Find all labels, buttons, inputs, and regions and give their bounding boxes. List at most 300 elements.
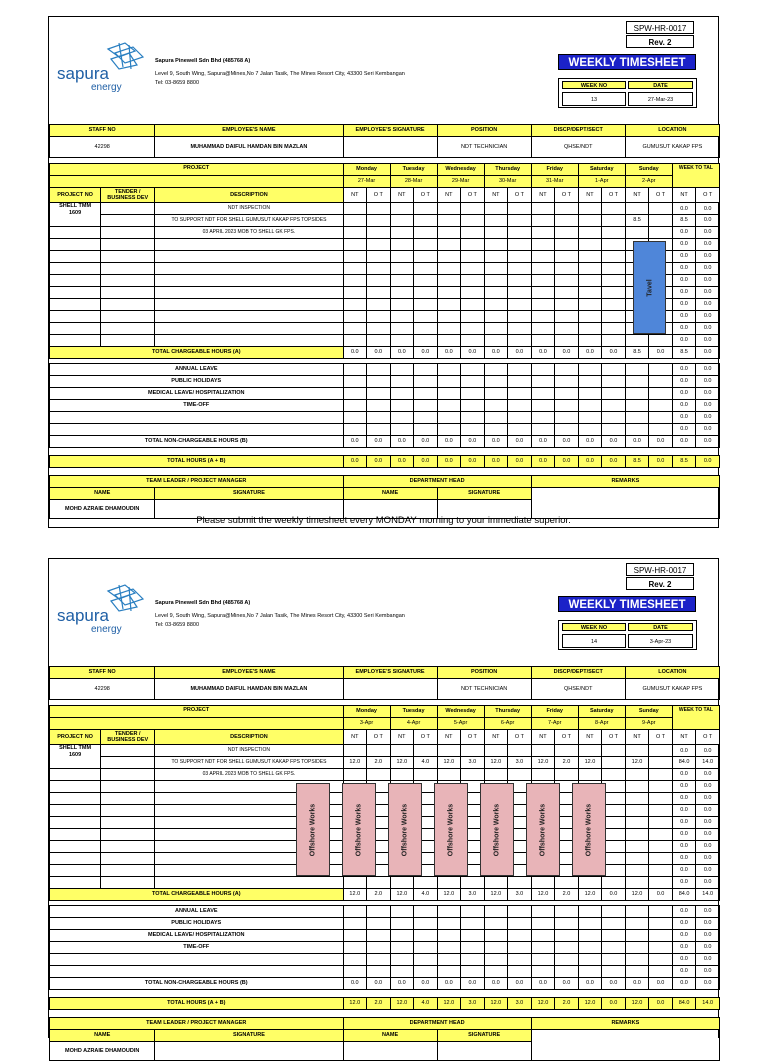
staff-values-row — [50, 679, 720, 700]
hours-cell — [602, 757, 626, 769]
total-hours-row — [50, 998, 720, 1010]
submission-note: Please submit the weekly timesheet every MONDAY morning to your immediate superior. — [196, 515, 571, 526]
nt-header: NT — [672, 730, 696, 745]
project-no-line2: 1609 — [68, 210, 82, 216]
tl-signature-label: SIGNATURE — [155, 488, 343, 500]
day-1-date: 4-Apr — [390, 718, 437, 730]
approval-header-row — [50, 476, 720, 488]
offshore-works-label: Offshore Works — [447, 803, 455, 856]
row-total-nt: 0.0 — [672, 906, 696, 918]
offshore-works-label: Offshore Works — [585, 803, 593, 856]
company-tel: Tel: 03-8659 8800 — [155, 80, 200, 86]
project-row — [50, 877, 720, 889]
description-line: NDT INSPECTION — [155, 203, 343, 215]
total-nonchargeable-cell: 0.0 — [625, 978, 649, 990]
dh-name-label: NAME — [343, 488, 437, 500]
row-total-ot: 0.0 — [696, 251, 720, 263]
team-leader-label: TEAM LEADER / PROJECT MANAGER — [50, 476, 344, 488]
row-total-nt: 0.0 — [672, 388, 696, 400]
hours-cell: 2.0 — [555, 757, 579, 769]
team-leader-name: MOHD AZRAIE DHAMOUDIN — [50, 1042, 155, 1061]
offshore-works-bar — [342, 783, 376, 876]
hours-cell — [390, 215, 414, 227]
row-total-ot: 0.0 — [696, 769, 720, 781]
project-row — [50, 865, 720, 877]
total-nonchargeable-cell: 0.0 — [484, 978, 508, 990]
project-row — [50, 311, 720, 323]
project-no-line2: 1609 — [68, 752, 82, 758]
day-4-date: 7-Apr — [531, 718, 578, 730]
non-chargeable-row — [50, 424, 720, 436]
columns-header-row — [50, 188, 720, 203]
logo-text-sapura: sapura — [57, 606, 109, 625]
day-1-date: 28-Mar — [390, 176, 437, 188]
day-0-label: Monday — [343, 706, 390, 718]
total-hours-cell: 12.0 — [578, 998, 602, 1010]
project-row — [50, 263, 720, 275]
ot-header: O T — [602, 188, 626, 203]
row-total-nt: 0.0 — [672, 227, 696, 239]
row-total-ot: 0.0 — [696, 817, 720, 829]
total-chargeable-cell: 12.0 — [625, 889, 649, 901]
ot-header: O T — [367, 730, 391, 745]
sapura-energy-logo — [53, 41, 153, 93]
row-total-ot: 0.0 — [696, 203, 720, 215]
day-2-label: Wednesday — [437, 706, 484, 718]
team-leader-label: TEAM LEADER / PROJECT MANAGER — [50, 1018, 344, 1030]
row-total-ot: 14.0 — [696, 757, 720, 769]
timesheet-grid — [49, 666, 720, 1061]
total-hours-ot: 0.0 — [696, 456, 720, 468]
total-chargeable-cell: 0.0 — [508, 347, 532, 359]
hours-cell: 12.0 — [437, 757, 461, 769]
day-5-date: 1-Apr — [578, 176, 625, 188]
project-header-row — [50, 164, 720, 176]
non-chargeable-row — [50, 906, 720, 918]
row-total-nt: 0.0 — [672, 829, 696, 841]
dept-head-label: DEPARTMENT HEAD — [343, 1018, 531, 1030]
staff-no-label: STAFF NO — [50, 667, 155, 679]
nt-header: NT — [484, 730, 508, 745]
nt-header: NT — [437, 730, 461, 745]
total-nonchargeable-cell: 0.0 — [390, 978, 414, 990]
offshore-works-bar — [296, 783, 330, 876]
hours-cell: 12.0 — [531, 757, 555, 769]
day-3-date: 6-Apr — [484, 718, 531, 730]
page-title: WEEKLY TIMESHEET — [558, 54, 696, 70]
row-total-ot: 0.0 — [696, 841, 720, 853]
row-total-nt: 0.0 — [672, 263, 696, 275]
row-total-nt: 0.0 — [672, 745, 696, 757]
position-label: POSITION — [437, 125, 531, 137]
total-hours-cell: 0.0 — [531, 456, 555, 468]
hours-cell — [602, 215, 626, 227]
hours-cell: 12.0 — [578, 757, 602, 769]
non-chargeable-label: TIME-OFF — [50, 942, 344, 954]
total-hours-cell: 0.0 — [508, 456, 532, 468]
day-4-label: Friday — [531, 164, 578, 176]
row-total-nt: 0.0 — [672, 364, 696, 376]
total-hours-nt: 8.5 — [672, 456, 696, 468]
non-chargeable-label: PUBLIC HOLIDAYS — [50, 376, 344, 388]
week-no-value: 14 — [562, 634, 626, 648]
total-hours-cell: 2.0 — [367, 998, 391, 1010]
total-nonchargeable-cell: 0.0 — [461, 436, 485, 448]
total-chargeable-cell: 0.0 — [602, 889, 626, 901]
row-total-ot: 0.0 — [696, 299, 720, 311]
non-chargeable-row — [50, 930, 720, 942]
company-address: Level 9, South Wing, Sapura@Mines,No 7 Jalan Tasik, The Mines Resort City, 43300 Seri Kembangan — [155, 613, 405, 619]
day-3-label: Thursday — [484, 706, 531, 718]
offshore-works-label: Offshore Works — [401, 803, 409, 856]
day-4-label: Friday — [531, 706, 578, 718]
total-nonchargeable-ot: 0.0 — [696, 978, 720, 990]
hours-cell — [649, 215, 673, 227]
total-chargeable-cell: 0.0 — [367, 347, 391, 359]
non-chargeable-row — [50, 966, 720, 978]
row-total-nt: 0.0 — [672, 966, 696, 978]
total-nonchargeable-nt: 0.0 — [672, 978, 696, 990]
day-4-date: 31-Mar — [531, 176, 578, 188]
total-chargeable-cell: 12.0 — [343, 889, 367, 901]
total-nonchargeable-cell: 0.0 — [602, 436, 626, 448]
row-total-nt: 0.0 — [672, 942, 696, 954]
total-nonchargeable-cell: 0.0 — [343, 978, 367, 990]
offshore-works-bar — [388, 783, 422, 876]
row-total-ot: 0.0 — [696, 906, 720, 918]
ot-header: O T — [602, 730, 626, 745]
logo-text-sapura: sapura — [57, 64, 109, 83]
day-6-label: Sunday — [625, 164, 672, 176]
offshore-works-bar — [572, 783, 606, 876]
dh-signature-label: SIGNATURE — [437, 488, 531, 500]
project-no-value — [50, 203, 101, 227]
row-total-nt: 0.0 — [672, 275, 696, 287]
total-chargeable-nt: 8.5 — [672, 347, 696, 359]
offshore-works-bar — [526, 783, 560, 876]
non-chargeable-row — [50, 412, 720, 424]
ot-header: O T — [414, 730, 438, 745]
hours-cell: 8.5 — [625, 215, 649, 227]
project-no-line1: SHELL TMM — [59, 745, 92, 751]
total-chargeable-cell: 0.0 — [602, 347, 626, 359]
row-total-ot: 0.0 — [696, 793, 720, 805]
project-no-label: PROJECT NO — [50, 188, 101, 203]
week-date-box — [558, 620, 697, 650]
total-nonchargeable-cell: 0.0 — [343, 436, 367, 448]
non-chargeable-row — [50, 388, 720, 400]
day-0-label: Monday — [343, 164, 390, 176]
row-total-ot: 0.0 — [696, 424, 720, 436]
non-chargeable-label: ANNUAL LEAVE — [50, 906, 344, 918]
dh-signature-label: SIGNATURE — [437, 1030, 531, 1042]
non-chargeable-row — [50, 954, 720, 966]
row-total-ot: 0.0 — [696, 263, 720, 275]
hours-cell: 4.0 — [414, 757, 438, 769]
row-total-nt: 0.0 — [672, 400, 696, 412]
row-total-ot: 0.0 — [696, 215, 720, 227]
location-value: GUMUSUT KAKAP FPS — [625, 679, 719, 700]
week-date-box — [558, 78, 697, 108]
project-row — [50, 781, 720, 793]
discipline-value: QHSE/NDT — [531, 679, 625, 700]
offshore-works-bar — [434, 783, 468, 876]
total-hours-cell: 12.0 — [531, 998, 555, 1010]
project-row — [50, 841, 720, 853]
employee-signature-field — [343, 679, 437, 700]
nt-header: NT — [578, 188, 602, 203]
project-no-value — [50, 745, 101, 769]
tl-signature-label: SIGNATURE — [155, 1030, 343, 1042]
row-total-ot: 0.0 — [696, 930, 720, 942]
total-chargeable-cell: 12.0 — [484, 889, 508, 901]
row-total-ot: 0.0 — [696, 323, 720, 335]
hours-cell — [531, 215, 555, 227]
non-chargeable-label: TIME-OFF — [50, 400, 344, 412]
date-label: DATE — [628, 623, 693, 631]
nt-header: NT — [672, 188, 696, 203]
total-hours-cell: 0.0 — [578, 456, 602, 468]
total-nonchargeable-label: TOTAL NON-CHARGEABLE HOURS (B) — [50, 436, 344, 448]
non-chargeable-label: MEDICAL LEAVE/ HOSPITALIZATION — [50, 388, 344, 400]
tender-label: TENDER / BUSINESS DEV — [101, 730, 155, 745]
project-row — [50, 299, 720, 311]
row-total-nt: 0.0 — [672, 817, 696, 829]
discipline-value: QHSE/NDT — [531, 137, 625, 158]
total-hours-cell: 0.0 — [602, 456, 626, 468]
non-chargeable-row — [50, 918, 720, 930]
dates-row — [50, 718, 720, 730]
total-chargeable-cell: 2.0 — [367, 889, 391, 901]
row-total-ot: 0.0 — [696, 865, 720, 877]
row-total-ot: 0.0 — [696, 388, 720, 400]
description-line: 03 APRIL 2023 MOB TO SHELL GK FPS. — [155, 769, 343, 781]
week-total-label: WEEK TO TAL — [672, 706, 719, 730]
timesheet-week-13 — [48, 16, 719, 528]
tl-name-label: NAME — [50, 1030, 155, 1042]
row-total-nt: 0.0 — [672, 877, 696, 889]
total-hours-label: TOTAL HOURS (A + B) — [50, 998, 344, 1010]
project-row — [50, 853, 720, 865]
total-chargeable-cell: 12.0 — [390, 889, 414, 901]
row-total-nt: 0.0 — [672, 287, 696, 299]
project-row — [50, 817, 720, 829]
total-hours-cell: 0.0 — [555, 456, 579, 468]
dept-head-label: DEPARTMENT HEAD — [343, 476, 531, 488]
total-chargeable-cell: 0.0 — [649, 347, 673, 359]
total-hours-cell: 0.0 — [602, 998, 626, 1010]
project-row — [50, 829, 720, 841]
revision: Rev. 2 — [626, 577, 694, 590]
row-total-nt: 84.0 — [672, 757, 696, 769]
project-row — [50, 805, 720, 817]
day-2-date: 29-Mar — [437, 176, 484, 188]
row-total-ot: 0.0 — [696, 239, 720, 251]
company-address: Level 9, South Wing, Sapura@Mines,No 7 Jalan Tasik, The Mines Resort City, 43300 Seri Kembangan — [155, 71, 405, 77]
total-hours-cell: 0.0 — [461, 456, 485, 468]
row-total-ot: 0.0 — [696, 918, 720, 930]
hours-cell — [461, 215, 485, 227]
total-nonchargeable-cell: 0.0 — [437, 436, 461, 448]
day-3-date: 30-Mar — [484, 176, 531, 188]
approval-sub-row — [50, 1030, 720, 1042]
total-chargeable-ot: 14.0 — [696, 889, 720, 901]
total-nonchargeable-row — [50, 978, 720, 990]
project-row — [50, 227, 720, 239]
page-title: WEEKLY TIMESHEET — [558, 596, 696, 612]
total-nonchargeable-cell: 0.0 — [555, 436, 579, 448]
date-value: 3-Apr-23 — [628, 634, 693, 648]
total-chargeable-label: TOTAL CHARGEABLE HOURS (A) — [50, 347, 344, 359]
staff-no-value: 42298 — [50, 137, 155, 158]
row-total-ot: 0.0 — [696, 877, 720, 889]
employee-signature-field — [343, 137, 437, 158]
row-total-nt: 0.0 — [672, 930, 696, 942]
project-row — [50, 745, 720, 757]
project-label: PROJECT — [50, 706, 344, 718]
total-chargeable-cell: 3.0 — [461, 889, 485, 901]
non-chargeable-row — [50, 942, 720, 954]
project-row — [50, 757, 720, 769]
row-total-ot: 0.0 — [696, 954, 720, 966]
row-total-nt: 0.0 — [672, 918, 696, 930]
total-chargeable-cell: 0.0 — [484, 347, 508, 359]
staff-header-row — [50, 125, 720, 137]
total-nonchargeable-cell: 0.0 — [578, 978, 602, 990]
total-nonchargeable-nt: 0.0 — [672, 436, 696, 448]
non-chargeable-row — [50, 376, 720, 388]
hours-cell — [367, 215, 391, 227]
project-row — [50, 287, 720, 299]
hours-cell — [555, 215, 579, 227]
location-label: LOCATION — [625, 667, 719, 679]
date-label: DATE — [628, 81, 693, 89]
row-total-ot: 0.0 — [696, 745, 720, 757]
ot-header: O T — [414, 188, 438, 203]
row-total-ot: 0.0 — [696, 275, 720, 287]
hours-cell — [414, 215, 438, 227]
nt-header: NT — [484, 188, 508, 203]
hours-cell: 2.0 — [367, 757, 391, 769]
project-row — [50, 793, 720, 805]
total-hours-cell: 0.0 — [649, 456, 673, 468]
non-chargeable-row — [50, 364, 720, 376]
total-hours-cell: 0.0 — [367, 456, 391, 468]
row-total-ot: 0.0 — [696, 853, 720, 865]
employee-signature-label: EMPLOYEE'S SIGNATURE — [343, 125, 437, 137]
row-total-nt: 0.0 — [672, 781, 696, 793]
total-chargeable-ot: 0.0 — [696, 347, 720, 359]
row-total-ot: 0.0 — [696, 400, 720, 412]
project-no-label: PROJECT NO — [50, 730, 101, 745]
ot-header: O T — [461, 188, 485, 203]
total-chargeable-cell: 8.5 — [625, 347, 649, 359]
project-row — [50, 251, 720, 263]
total-nonchargeable-cell: 0.0 — [461, 978, 485, 990]
total-nonchargeable-label: TOTAL NON-CHARGEABLE HOURS (B) — [50, 978, 344, 990]
total-nonchargeable-cell: 0.0 — [484, 436, 508, 448]
week-no-label: WEEK NO — [562, 623, 626, 631]
doc-number: SPW-HR-0017 — [626, 563, 694, 576]
total-nonchargeable-cell: 0.0 — [602, 978, 626, 990]
employee-name-value: MUHAMMAD DAIFUL HAMDAN BIN MAZLAN — [155, 137, 343, 158]
company-name: Sapura Pinewell Sdn Bhd (485768 A) — [155, 58, 251, 64]
day-0-date: 27-Mar — [343, 176, 390, 188]
description-line: TO SUPPORT NDT FOR SHELL GUMUSUT KAKAP FPS TOPSIDES — [155, 215, 343, 227]
hours-cell: 12.0 — [484, 757, 508, 769]
travel-bar — [633, 241, 666, 334]
total-chargeable-cell: 0.0 — [343, 347, 367, 359]
nt-header: NT — [531, 188, 555, 203]
row-total-nt: 8.5 — [672, 215, 696, 227]
employee-name-label: EMPLOYEE'S NAME — [155, 125, 343, 137]
row-total-nt: 0.0 — [672, 793, 696, 805]
sapura-energy-logo — [53, 583, 153, 635]
project-no-line1: SHELL TMM — [59, 203, 92, 209]
total-hours-cell: 0.0 — [649, 998, 673, 1010]
row-total-nt: 0.0 — [672, 251, 696, 263]
total-chargeable-cell: 0.0 — [414, 347, 438, 359]
project-row — [50, 769, 720, 781]
staff-no-label: STAFF NO — [50, 125, 155, 137]
columns-header-row — [50, 730, 720, 745]
total-hours-cell: 0.0 — [343, 456, 367, 468]
day-5-date: 8-Apr — [578, 718, 625, 730]
total-chargeable-cell: 0.0 — [461, 347, 485, 359]
staff-header-row — [50, 667, 720, 679]
total-hours-row — [50, 456, 720, 468]
row-total-nt: 0.0 — [672, 805, 696, 817]
total-hours-cell: 12.0 — [437, 998, 461, 1010]
nt-header: NT — [343, 188, 367, 203]
total-chargeable-cell: 0.0 — [531, 347, 555, 359]
total-nonchargeable-cell: 0.0 — [367, 978, 391, 990]
team-leader-signature-field — [155, 1042, 343, 1061]
remarks-label: REMARKS — [531, 476, 719, 488]
row-total-ot: 0.0 — [696, 966, 720, 978]
non-chargeable-label: ANNUAL LEAVE — [50, 364, 344, 376]
total-hours-cell: 0.0 — [484, 456, 508, 468]
offshore-works-label: Offshore Works — [309, 803, 317, 856]
travel-bar-label: Tavel — [646, 278, 653, 297]
total-chargeable-row — [50, 347, 720, 359]
approval-sub-row — [50, 488, 720, 500]
employee-name-value: MUHAMMAD DAIFUL HAMDAN BIN MAZLAN — [155, 679, 343, 700]
project-row — [50, 203, 720, 215]
nt-header: NT — [390, 188, 414, 203]
total-chargeable-cell: 0.0 — [390, 347, 414, 359]
hours-cell — [484, 215, 508, 227]
row-total-ot: 0.0 — [696, 781, 720, 793]
tl-name-label: NAME — [50, 488, 155, 500]
row-total-nt: 0.0 — [672, 299, 696, 311]
discipline-label: DISCP/DEPT/SECT — [531, 125, 625, 137]
total-nonchargeable-cell: 0.0 — [508, 978, 532, 990]
row-total-nt: 0.0 — [672, 853, 696, 865]
position-value: NDT TECHNICIAN — [437, 137, 531, 158]
total-hours-cell: 12.0 — [625, 998, 649, 1010]
non-chargeable-label: MEDICAL LEAVE/ HOSPITALIZATION — [50, 930, 344, 942]
non-chargeable-label: PUBLIC HOLIDAYS — [50, 918, 344, 930]
total-hours-cell: 12.0 — [390, 998, 414, 1010]
nt-header: NT — [625, 730, 649, 745]
timesheet-week-14 — [48, 558, 719, 1054]
day-2-date: 5-Apr — [437, 718, 484, 730]
ot-header: O T — [649, 188, 673, 203]
position-label: POSITION — [437, 667, 531, 679]
total-chargeable-cell: 12.0 — [437, 889, 461, 901]
ot-header: O T — [461, 730, 485, 745]
